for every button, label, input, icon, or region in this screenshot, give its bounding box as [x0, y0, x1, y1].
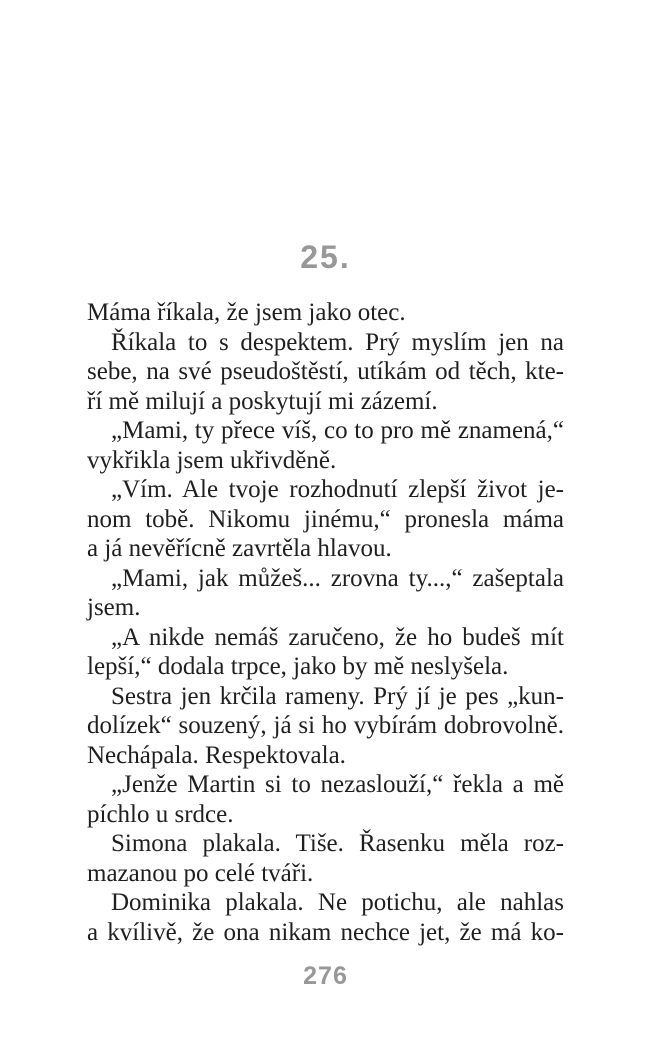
text-line: a kvílivě, že ona nikam nechce jet, že má ko-: [87, 918, 564, 946]
text-line: „Jenže Martin si to nezaslouží,“ řekla a mě: [111, 771, 564, 798]
page-number: 276: [303, 962, 348, 990]
text-line: vykřikla jsem ukřivděně.: [87, 446, 337, 474]
text-line: Máma říkala, že jsem jako otec.: [87, 299, 406, 326]
text-line: sebe, na své pseudoštěstí, utíkám od těch, kte-: [87, 358, 564, 385]
page-text: [87, 298, 564, 947]
text-line: Dominika plakala. Ne potichu, ale nahlas: [111, 889, 564, 916]
text-line: Sestra jen krčila rameny. Prý jí je pes „kun-: [111, 682, 564, 710]
text-line: mazanou po celé tváři.: [87, 859, 314, 887]
text-line: lepší,“ dodala trpce, jako by mě neslyšela.: [87, 653, 509, 680]
chapter-heading: 25.: [300, 239, 351, 275]
text-line: dolízek“ souzený, já si ho vybírám dobrovolně.: [87, 712, 564, 739]
text-line: ří mě milují a poskytují mi zázemí.: [87, 387, 438, 415]
text-line: Říkala to s despektem. Prý myslím jen na: [111, 328, 564, 356]
text-line: a já nevěřícně zavrtěla hlavou.: [87, 535, 392, 562]
text-line: píchlo u srdce.: [87, 800, 234, 828]
text-line: „Mami, ty přece víš, co to pro mě znamená,“: [111, 417, 564, 444]
text-line: jsem.: [87, 594, 141, 621]
text-line: „A nikde nemáš zaručeno, že ho budeš mít: [111, 623, 564, 651]
text-line: Nechápala. Respektovala.: [87, 741, 346, 769]
text-line: „Mami, jak můžeš... zrovna ty...,“ zašeptala: [111, 564, 564, 592]
text-line: nom tobě. Nikomu jinému,“ pronesla máma: [87, 505, 564, 533]
text-line: „Vím. Ale tvoje rozhodnutí zlepší život je-: [111, 476, 564, 503]
text-line: Simona plakala. Tiše. Řasenku měla roz-: [111, 830, 564, 857]
